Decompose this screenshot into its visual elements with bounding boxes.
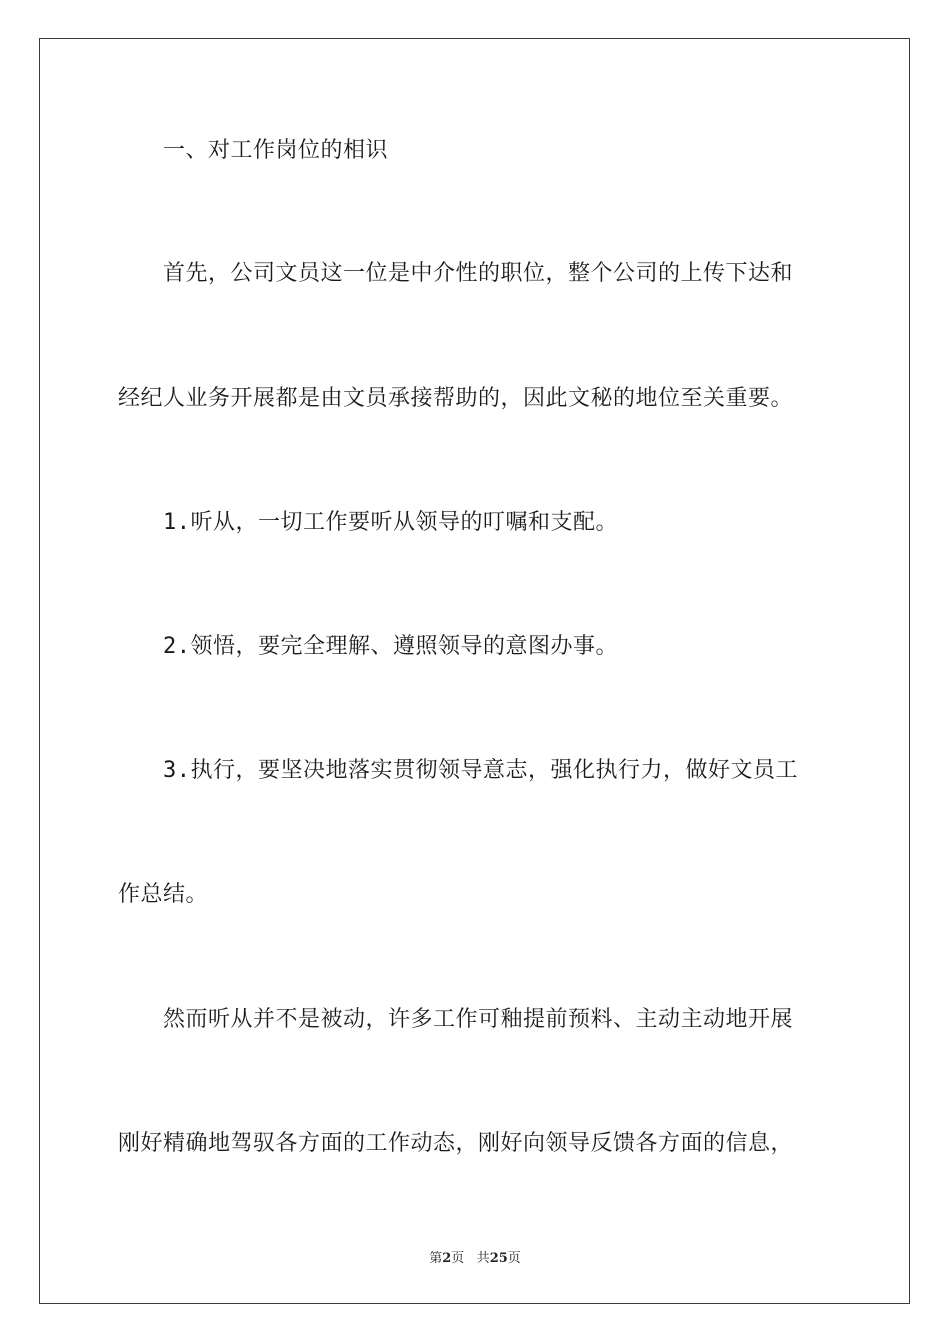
list-item: 3.执行，要坚决地落实贯彻领导意志，强化执行力，做好文员工 bbox=[163, 758, 798, 783]
footer-page-number: 2 bbox=[442, 1251, 452, 1266]
paragraph-line: 经纪人业务开展都是由文员承接帮助的，因此文秘的地位至关重要。 bbox=[118, 386, 794, 411]
paragraph-line: 刚好精确地驾驭各方面的工作动态，刚好向领导反馈各方面的信息， bbox=[118, 1131, 794, 1156]
footer-page-suffix: 页 bbox=[451, 1251, 465, 1266]
page-footer bbox=[0, 1247, 950, 1266]
footer-total-suffix: 页 bbox=[507, 1251, 521, 1266]
section-heading: 一、对工作岗位的相识 bbox=[163, 138, 389, 163]
list-item: 1.听从，一切工作要听从领导的叮嘱和支配。 bbox=[163, 510, 618, 535]
list-item: 2.领悟，要完全理解、遵照领导的意图办事。 bbox=[163, 634, 618, 659]
paragraph-line: 然而听从并不是被动，许多工作可釉提前预料、主动主动地开展 bbox=[163, 1007, 794, 1032]
footer-total-prefix: 共 bbox=[476, 1251, 490, 1266]
page-border bbox=[39, 38, 910, 1304]
footer-total-pages: 25 bbox=[489, 1251, 508, 1266]
paragraph-line: 作总结。 bbox=[118, 882, 209, 907]
paragraph-line: 首先，公司文员这一位是中介性的职位，整个公司的上传下达和 bbox=[163, 261, 794, 286]
footer-prefix: 第 bbox=[429, 1251, 443, 1266]
